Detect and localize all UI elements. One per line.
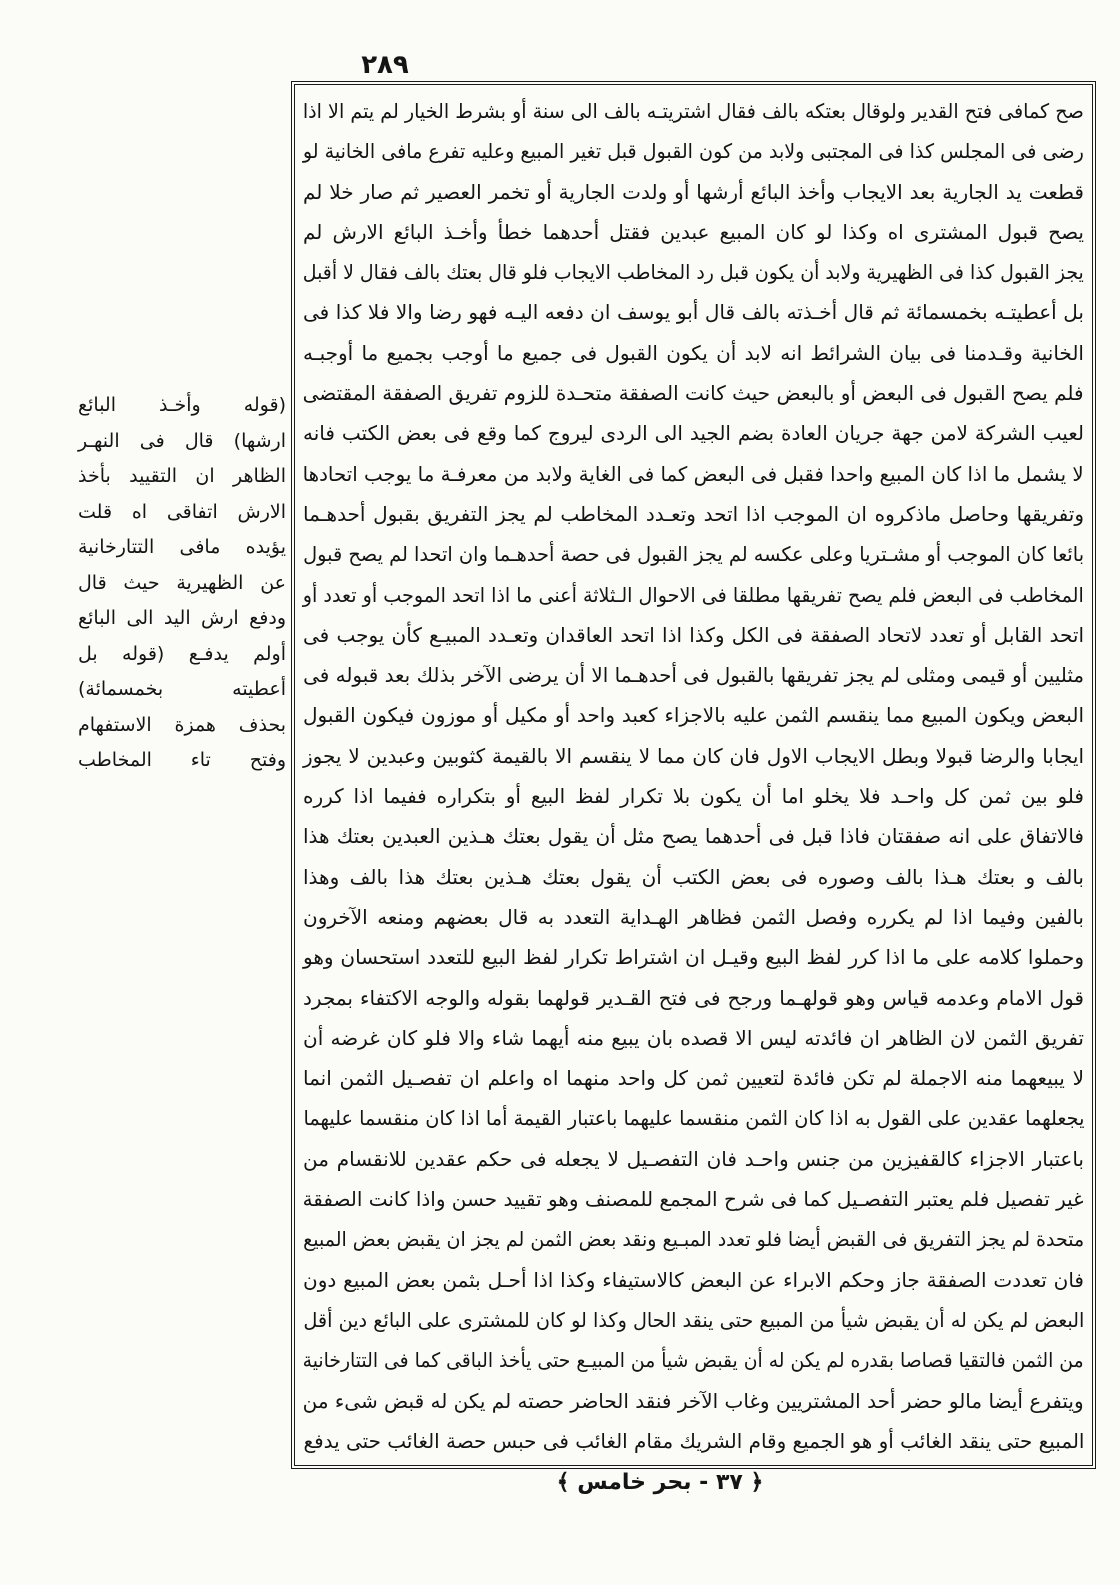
main-text-line	[303, 776, 1084, 816]
main-text-line-text: فالاتفاق على انه صفقتان فاذا قبل فى أحدهما يصح مثل أن يقول بعتك هـذين العبدين بعتك هذا	[303, 824, 1084, 849]
main-text-line-text: ويتفرع أيضا مالو حضر أحد المشتريين وغاب الآخر فنقد الحاضر حصته لم يكن له قبض شىء من	[303, 1388, 1084, 1413]
main-text-line	[303, 1260, 1084, 1300]
main-text-line	[303, 1058, 1084, 1098]
main-text-line-text: الخانية وقـدمنا فى بيان الشرائط انه لابد أن يكون القبول فى جميع ما أوجب بجميع ما أوجبـه	[303, 340, 1084, 365]
main-text-line	[303, 292, 1084, 332]
main-text-line-text: لا يشمل ما اذا كان المبيع واحدا فقبل فى البعض كما فى الغاية ولابد من معرفـة ما يوجب اتحادها	[303, 461, 1084, 486]
main-text-line-text: بائعا كان الموجب أو مشـتريا وعلى عكسه لم يجز القبول فى حصة أحدهـما وان اتحدا لم يصح قبول	[303, 542, 1084, 567]
margin-note-line	[78, 459, 286, 495]
page-number: ٢٨٩	[361, 50, 409, 80]
margin-note-line-text: (قوله وأخـذ البائع	[78, 394, 286, 416]
margin-note-line-text: ارشها) قال فى النهـر	[78, 429, 286, 452]
margin-note-line	[78, 424, 286, 460]
main-text-line-text: البعض ويكون المبيع مما ينقسم الثمن عليه بالاجزاء كعبد واحد أو مكيل أو موزون فيكون القبول	[303, 703, 1084, 728]
main-text-line	[303, 575, 1084, 615]
main-text-line-text: رضى فى المجلس كذا فى المجتبى ولابد من كون القبول قبل تغير المبيع وعليه تفرع مافى الخانية لو	[303, 139, 1084, 164]
main-text-line	[303, 413, 1084, 453]
margin-note-line-text: عن الظهيرية حيث قال	[78, 571, 286, 594]
main-text-line	[303, 978, 1084, 1018]
margin-note-line	[78, 743, 286, 779]
main-text-line	[303, 454, 1084, 494]
margin-note-line	[78, 388, 286, 424]
main-text-line-text: بل أعطيتـه بخمسمائة ثم قال أخـذته بالف قال أبو يوسف ان دفعه اليـه فهو رضا والا فلا كذا فى	[303, 300, 1084, 325]
main-text-line-text: قطعت يد الجارية بعد الايجاب وأخذ البائع أرشها أو ولدت الجارية أو تخمر العصير ثم صار خلا لم	[303, 179, 1084, 204]
main-text-line-text: وتفريقها وحاصل ماذكروه ان الموجب اذا اتحد وتعـدد المخاطب لم يجز التفريق بقبول أحدهـما	[303, 501, 1084, 526]
main-text-line	[303, 1018, 1084, 1058]
main-text-line	[303, 1381, 1084, 1421]
main-text-line-text: وحملوا كلامه على ما اذا كرر لفظ البيع وقيـل ان اشتراط تكرار لفظ البيع للتعدد استحسان وهو	[303, 945, 1084, 970]
main-text-line	[303, 91, 1084, 131]
main-text-line-text: البعض لم يكن له أن يقبض شيأ من المبيع حتى ينقد الحال وكذا لو كان للمشترى على البائع دين أقل	[303, 1307, 1084, 1332]
main-text-line-text: صح كمافى فتح القدير ولوقال بعتكه بالف فقال اشتريتـه بالف الى سنة أو بشرط الخيار لم يتم الا اذا	[303, 99, 1084, 123]
margin-note-line	[78, 637, 286, 673]
main-text-line-text: لعيب الشركة لامن جهة جريان العادة بضم الجيد الى الردى ليروج كما وقع فى بعض الكتب فانه	[303, 421, 1084, 446]
main-text-line-text: فلم يصح القبول فى البعض أو بالبعض حيث كانت الصفقة متحـدة للزوم تفريق الصفقة المقتضى	[303, 381, 1084, 406]
main-text-line	[303, 1179, 1084, 1219]
main-text-line	[303, 534, 1084, 574]
margin-note-block	[78, 388, 286, 779]
main-text-line-text: فان تعددت الصفقة جاز وحكم الابراء عن البعض كالاستيفاء وكذا اذا أحـل بثمن بعض المبيع دون	[303, 1267, 1084, 1292]
page-frame	[291, 81, 1096, 1469]
main-text-line	[303, 857, 1084, 897]
main-text-line-text: لا يبيعهما منه الاجملة لم تكن فائدة لتعيين ثمن كل واحد منهما اه واعلم ان تفصـيل الثمن انما	[303, 1066, 1084, 1091]
margin-note-line	[78, 601, 286, 637]
margin-note-line	[78, 566, 286, 602]
main-text-line	[303, 212, 1084, 252]
main-text-line	[303, 1139, 1084, 1179]
main-text-line-text: فلو بين ثمن كل واحـد فلا يخلو اما أن يكون بلا تكرار لفظ البيع أو بتكراره ففيما اذا كرره	[303, 784, 1084, 809]
main-text-line-text: متحدة لم يجز التفريق فى القبض أيضا فلو تعدد المبـيع ونقد بعض الثمن لم يجز ان يقبض بعض المبيع	[303, 1227, 1084, 1252]
main-text-line-text: قول الامام وعدمه قياس وهو قولهـما ورجح فى فتح القـدير قولهما بقوله والوجه الاكتفاء بمجرد	[303, 985, 1084, 1010]
main-text-line	[303, 1421, 1084, 1461]
main-text-line-text: بالف و بعتك هـذا بالف وصوره فى بعض الكتب أن يقول بعتك هـذين بعتك هذا بالف وهذا	[303, 864, 1084, 889]
margin-note-line-text: بحذف همزة الاستفهام	[78, 713, 286, 736]
margin-note-line	[78, 708, 286, 744]
main-text-line-text: ايجابا والرضا قبولا وبطل الايجاب الاول فان كان مما لا ينقسم الا بالقيمة كثوبين وعبدين لا يجوز	[303, 743, 1084, 768]
margin-note-line-text: ودفع ارش اليد الى البائع	[78, 607, 286, 629]
main-text-line	[303, 1300, 1084, 1340]
main-text-line-text: اتحد القابل أو تعدد لاتحاد الصفقة فى الكل وكذا اذا اتحد العاقدان وتعـدد المبيـع كأن يوجب فى	[303, 622, 1084, 647]
main-text-line	[303, 333, 1084, 373]
main-text-line-text: يجز القبول كذا فى الظهيرية ولابد أن يكون قبل رد المخاطب الايجاب فلو قال بعتك بالف فقال لا أقبل	[303, 260, 1084, 285]
footer-signature: ﴿ ٣٧ - بحر خامس ﴾	[556, 1470, 764, 1495]
main-text-line-text: بالفين وفيما اذا لم يكرره وفصل الثمن فظاهر الهـداية التعدد به قال بعضهم ومنعه الآخرون	[303, 904, 1084, 929]
margin-note-line-text: الظاهر ان التقييد بأخذ	[78, 465, 286, 487]
main-text-line-text: يصح قبول المشترى اه وكذا لو كان المبيع عبدين فقتل أحدهما خطأ وأخـذ البائع الارش لم	[303, 219, 1084, 244]
main-text-line-text: باعتبار الاجزاء كالقفيزين من جنس واحـد فان التفصـيل لا يجعله فى حكم عقدين للانقسام من	[303, 1146, 1084, 1171]
main-text-line	[303, 1219, 1084, 1259]
main-text-line	[303, 655, 1084, 695]
margin-note-line-text: يؤيده مافى التتارخانية	[78, 536, 286, 558]
margin-note-line	[78, 672, 286, 708]
main-text-line-text: المبيع حتى ينقد الغائب أو هو الجميع وقام الشريك مقام الغائب فى حبس حصة الغائب حتى يدفع	[303, 1428, 1084, 1453]
main-text-line-text: من الثمن فالتقيا قصاصا بقدره لم يكن له أن يقبض شيأ من المبيـع حتى يأخذ الباقى كما فى التتارخانية	[303, 1348, 1084, 1373]
margin-note-line	[78, 495, 286, 531]
margin-note-line	[78, 530, 286, 566]
main-text-line-text: المخاطب فى البعض فلم يصح تفريقها مطلقا فى الاحوال الـثلاثة أعنى ما اذا اتحد الموجب أو تعدد أو	[303, 582, 1084, 607]
main-text-line	[303, 252, 1084, 292]
main-text-line	[303, 494, 1084, 534]
main-text-line	[303, 937, 1084, 977]
main-text-line	[303, 897, 1084, 937]
margin-note-line-text: أعطيته بخمسمائة)	[78, 678, 286, 700]
main-text-line	[303, 1098, 1084, 1138]
main-text-line-text: تفريق الثمن لان الظاهر ان فائدته ليس الا قصده بان يبيع منه أيهما شاء والا فلو كان غرضه أن	[303, 1025, 1084, 1050]
margin-note-line-text: وفتح تاء المخاطب	[78, 749, 286, 771]
main-text-block	[303, 91, 1084, 1461]
main-text-line	[303, 172, 1084, 212]
margin-note-line-text: أولم يدفـع (قوله بل	[78, 642, 286, 665]
main-text-line-text: غير تفصيل فلم يعتبر التفصـيل كما فى شرح المجمع للمصنف وهو تقييد حسن واذا كانت الصفقة	[303, 1187, 1084, 1212]
main-text-line	[303, 1340, 1084, 1380]
margin-note-line-text: الارش اتفاقى اه قلت	[78, 500, 286, 523]
main-text-line	[303, 695, 1084, 735]
main-text-line	[303, 615, 1084, 655]
main-text-line	[303, 736, 1084, 776]
main-text-line	[303, 816, 1084, 856]
main-text-line	[303, 373, 1084, 413]
main-text-line-text: يجعلهما عقدين على القول به اذا كان الثمن منقسما عليهما باعتبار القيمة أما اذا كان منقسما عليهما	[303, 1106, 1084, 1131]
main-text-line-text: مثليين أو قيمى ومثلى لم يجز تفريقها بالقبول فى أحدهـما الا أن يرضى الآخر بذلك بعد قبوله فى	[303, 663, 1084, 688]
main-text-line	[303, 131, 1084, 171]
